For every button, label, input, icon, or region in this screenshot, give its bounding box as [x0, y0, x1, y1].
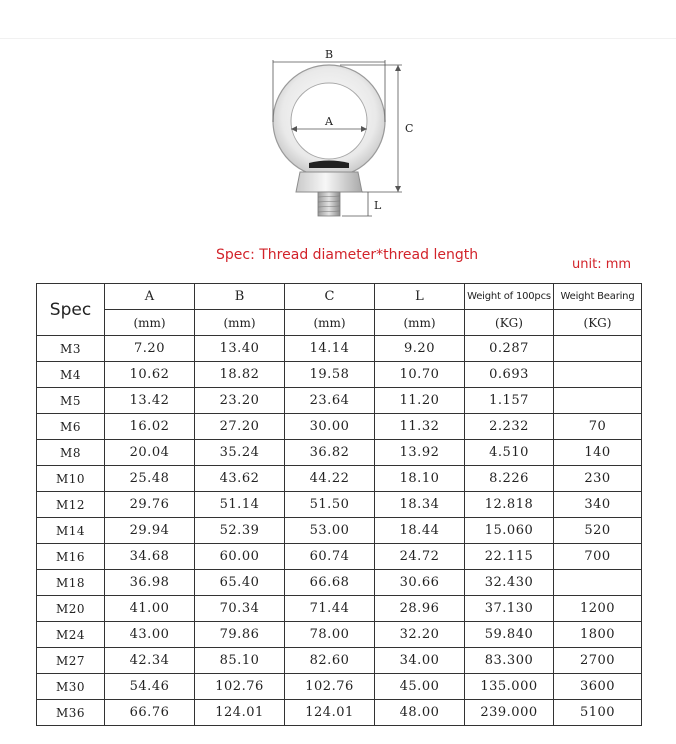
c-cell: 23.64 — [285, 388, 375, 414]
table-row — [37, 622, 642, 648]
bearing-cell: 1800 — [554, 622, 642, 648]
weight-cell: 4.510 — [465, 440, 554, 466]
table-row — [37, 700, 642, 726]
spec-cell: M36 — [37, 700, 105, 726]
spec-cell: M16 — [37, 544, 105, 570]
l-cell: 18.44 — [375, 518, 465, 544]
unit-caption: unit: mm — [572, 257, 632, 272]
spec-cell: M18 — [37, 570, 105, 596]
c-cell: 30.00 — [285, 414, 375, 440]
table-row — [37, 674, 642, 700]
c-cell: 66.68 — [285, 570, 375, 596]
c-cell: 36.82 — [285, 440, 375, 466]
c-cell: 82.60 — [285, 648, 375, 674]
l-cell: 11.32 — [375, 414, 465, 440]
a-cell: 20.04 — [105, 440, 195, 466]
a-cell: 36.98 — [105, 570, 195, 596]
a-cell: 25.48 — [105, 466, 195, 492]
b-cell: 124.01 — [195, 700, 285, 726]
bearing-cell — [554, 570, 642, 596]
eye-bolt-collar — [296, 172, 362, 192]
l-cell: 48.00 — [375, 700, 465, 726]
l-cell: 32.20 — [375, 622, 465, 648]
weight-cell: 8.226 — [465, 466, 554, 492]
a-cell: 13.42 — [105, 388, 195, 414]
table-row — [37, 440, 642, 466]
c-cell: 60.74 — [285, 544, 375, 570]
column-header-b: B — [195, 284, 285, 310]
unit-b: (mm) — [195, 310, 285, 336]
l-cell: 45.00 — [375, 674, 465, 700]
b-cell: 51.14 — [195, 492, 285, 518]
l-cell: 24.72 — [375, 544, 465, 570]
b-cell: 35.24 — [195, 440, 285, 466]
unit-l: (mm) — [375, 310, 465, 336]
unit-c: (mm) — [285, 310, 375, 336]
weight-cell: 83.300 — [465, 648, 554, 674]
c-cell: 102.76 — [285, 674, 375, 700]
column-header-c: C — [285, 284, 375, 310]
b-cell: 85.10 — [195, 648, 285, 674]
b-cell: 23.20 — [195, 388, 285, 414]
a-cell: 42.34 — [105, 648, 195, 674]
l-cell: 18.34 — [375, 492, 465, 518]
a-cell: 10.62 — [105, 362, 195, 388]
b-cell: 65.40 — [195, 570, 285, 596]
spec-cell: M3 — [37, 336, 105, 362]
header-row — [37, 284, 642, 310]
b-cell: 13.40 — [195, 336, 285, 362]
b-cell: 79.86 — [195, 622, 285, 648]
table-row — [37, 362, 642, 388]
column-header-weight: Weight of 100pcs — [465, 284, 554, 310]
eye-bolt-thread — [318, 192, 340, 216]
dimension-b-label: B — [324, 48, 334, 61]
c-cell: 124.01 — [285, 700, 375, 726]
spec-header: Spec — [37, 284, 105, 336]
spec-cell: M5 — [37, 388, 105, 414]
spec-cell: M14 — [37, 518, 105, 544]
unit-row — [37, 310, 642, 336]
a-cell: 29.76 — [105, 492, 195, 518]
bearing-cell: 70 — [554, 414, 642, 440]
spec-cell: M27 — [37, 648, 105, 674]
spec-cell: M6 — [37, 414, 105, 440]
bearing-cell: 3600 — [554, 674, 642, 700]
dimension-c-label: C — [405, 122, 414, 135]
l-cell: 34.00 — [375, 648, 465, 674]
spec-caption: Spec: Thread diameter*thread length — [216, 247, 479, 263]
spec-cell: M4 — [37, 362, 105, 388]
weight-cell: 1.157 — [465, 388, 554, 414]
b-cell: 60.00 — [195, 544, 285, 570]
b-cell: 18.82 — [195, 362, 285, 388]
weight-cell: 2.232 — [465, 414, 554, 440]
column-header-l: L — [375, 284, 465, 310]
b-cell: 27.20 — [195, 414, 285, 440]
c-cell: 44.22 — [285, 466, 375, 492]
a-cell: 34.68 — [105, 544, 195, 570]
table-row — [37, 336, 642, 362]
a-cell: 16.02 — [105, 414, 195, 440]
bearing-cell: 230 — [554, 466, 642, 492]
c-cell: 19.58 — [285, 362, 375, 388]
weight-cell: 239.000 — [465, 700, 554, 726]
weight-cell: 0.693 — [465, 362, 554, 388]
dimension-l — [342, 192, 372, 216]
weight-cell: 0.287 — [465, 336, 554, 362]
unit-a: (mm) — [105, 310, 195, 336]
b-cell: 52.39 — [195, 518, 285, 544]
bearing-cell — [554, 336, 642, 362]
eye-bolt-diagram — [0, 0, 676, 240]
bearing-cell: 2700 — [554, 648, 642, 674]
weight-cell: 32.430 — [465, 570, 554, 596]
c-cell: 53.00 — [285, 518, 375, 544]
b-cell: 43.62 — [195, 466, 285, 492]
a-cell: 7.20 — [105, 336, 195, 362]
bearing-cell — [554, 362, 642, 388]
table-row — [37, 388, 642, 414]
spec-cell: M24 — [37, 622, 105, 648]
weight-cell: 135.000 — [465, 674, 554, 700]
table-row — [37, 518, 642, 544]
spec-table — [36, 283, 642, 726]
table-row — [37, 466, 642, 492]
table-row — [37, 596, 642, 622]
spec-cell: M10 — [37, 466, 105, 492]
l-cell: 18.10 — [375, 466, 465, 492]
bearing-cell: 700 — [554, 544, 642, 570]
c-cell: 78.00 — [285, 622, 375, 648]
table-row — [37, 414, 642, 440]
table-row — [37, 492, 642, 518]
weight-cell: 12.818 — [465, 492, 554, 518]
weight-cell: 59.840 — [465, 622, 554, 648]
dimension-l-label: L — [374, 199, 382, 212]
table-row — [37, 648, 642, 674]
unit-weight: (KG) — [465, 310, 554, 336]
a-cell: 54.46 — [105, 674, 195, 700]
bearing-cell: 520 — [554, 518, 642, 544]
l-cell: 10.70 — [375, 362, 465, 388]
l-cell: 9.20 — [375, 336, 465, 362]
unit-bearing: (KG) — [554, 310, 642, 336]
b-cell: 70.34 — [195, 596, 285, 622]
bearing-cell: 140 — [554, 440, 642, 466]
spec-cell: M20 — [37, 596, 105, 622]
bearing-cell: 340 — [554, 492, 642, 518]
l-cell: 11.20 — [375, 388, 465, 414]
column-header-bearing: Weight Bearing — [554, 284, 642, 310]
a-cell: 41.00 — [105, 596, 195, 622]
table-row — [37, 570, 642, 596]
b-cell: 102.76 — [195, 674, 285, 700]
spec-cell: M30 — [37, 674, 105, 700]
l-cell: 28.96 — [375, 596, 465, 622]
table-row — [37, 544, 642, 570]
weight-cell: 22.115 — [465, 544, 554, 570]
l-cell: 13.92 — [375, 440, 465, 466]
bearing-cell: 1200 — [554, 596, 642, 622]
weight-cell: 37.130 — [465, 596, 554, 622]
weight-cell: 15.060 — [465, 518, 554, 544]
spec-cell: M12 — [37, 492, 105, 518]
column-header-a: A — [105, 284, 195, 310]
bearing-cell — [554, 388, 642, 414]
spec-table-body — [37, 336, 642, 726]
c-cell: 14.14 — [285, 336, 375, 362]
bearing-cell: 5100 — [554, 700, 642, 726]
dimension-a-label: A — [325, 115, 333, 128]
c-cell: 71.44 — [285, 596, 375, 622]
a-cell: 66.76 — [105, 700, 195, 726]
l-cell: 30.66 — [375, 570, 465, 596]
spec-cell: M8 — [37, 440, 105, 466]
a-cell: 29.94 — [105, 518, 195, 544]
c-cell: 51.50 — [285, 492, 375, 518]
a-cell: 43.00 — [105, 622, 195, 648]
